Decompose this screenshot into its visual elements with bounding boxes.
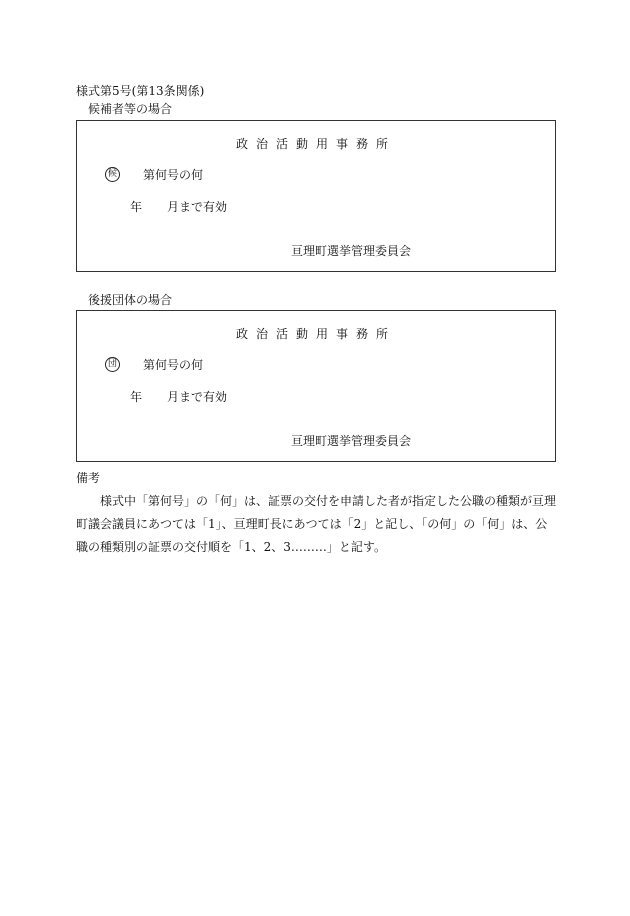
certificate-title: 政治活動用事務所 — [235, 327, 396, 341]
certificate-number-text: 第何号の何 — [143, 358, 204, 372]
validity-year: 年 — [130, 390, 143, 404]
section-label-candidate: 候補者等の場合 — [88, 102, 173, 116]
remarks-heading: 備考 — [76, 471, 101, 485]
validity-year: 年 — [130, 200, 143, 214]
issuer-name: 亘理町選挙管理委員会 — [291, 434, 412, 448]
section-label-support-group: 後援団体の場合 — [88, 293, 173, 307]
validity-text: 月まで有効 — [167, 390, 228, 404]
certificate-title: 政治活動用事務所 — [235, 137, 396, 151]
circled-mark-group: 団 — [105, 357, 120, 372]
circled-mark-candidate: 候 — [105, 167, 120, 182]
validity-text: 月まで有効 — [167, 200, 228, 214]
issuer-name: 亘理町選挙管理委員会 — [291, 244, 412, 258]
certificate-box-support-group — [76, 310, 556, 462]
form-number-heading: 様式第5号(第13条関係) — [76, 84, 205, 98]
remarks-body: 様式中「第何号」の「何」は、証票の交付を申請した者が指定した公職の種類が亘理町議会議員にあつては「1」、亘理町長にあつては「2」と記し、「の何」の「何」は、公職の種類別の証票の交付順を「1、2、3………」と記す。 — [76, 494, 557, 554]
certificate-number-text: 第何号の何 — [143, 168, 204, 182]
certificate-box-candidate — [76, 120, 556, 272]
